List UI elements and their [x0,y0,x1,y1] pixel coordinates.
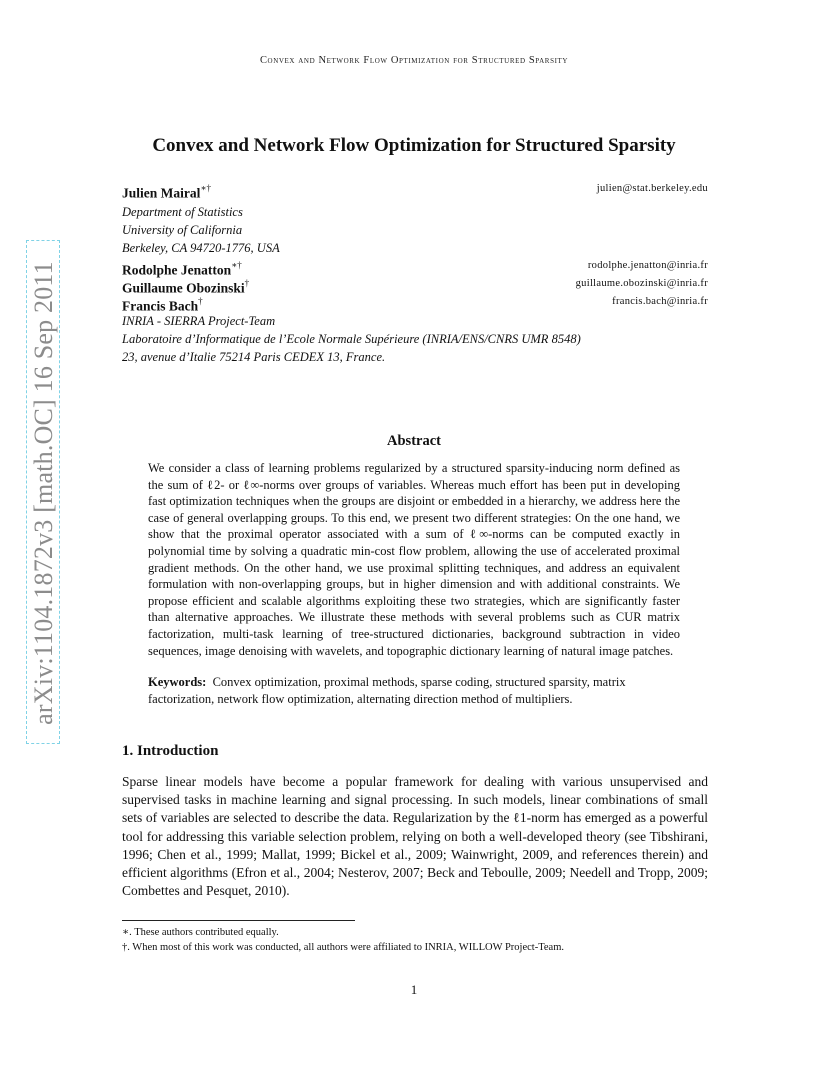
author-entry [122,257,708,278]
affiliation-line: Laboratoire d’Informatique de l’Ecole Normale Supérieure (INRIA/ENS/CNRS UMR 8548) [122,332,581,346]
abstract-heading: Abstract [387,433,441,449]
author-email[interactable]: guillaume.obozinski@inria.fr [575,278,708,289]
running-head: Convex and Network Flow Optimization for Structured Sparsity [259,55,569,66]
author-entry [122,275,708,296]
footnote: ∗. These authors contributed equally. [122,927,279,938]
author-marks: † [244,278,250,288]
footnote: †. When most of this work was conducted, all authors were affiliated to INRIA, WILLOW Project-Team. [122,942,564,953]
author-name: Rodolphe Jenatton [122,262,232,278]
intro-paragraph: Sparse linear models have become a popular framework for dealing with various unsupervised and supervised tasks in machine learning and signal processing. In such models, linear combinations of small sets of variables are selected to describe the data. Regularization by the ℓ1-norm has emerged as a powerful tool for addressing this variable selection problem, relying on both a well-developed theory (see Tibshirani, 1996; Chen et al., 1999; Mallat, 1999; Bickel et al., 2009; Wainwright, 2009, and references therein) and efficient algorithms (Efron et al., 2004; Nesterov, 2007; Beck and Teboulle, 2009; Needell and Tropp, 2009; Combettes and Pesquet, 2010). [122,774,708,899]
author-entry [122,180,708,201]
author-email[interactable]: julien@stat.berkeley.edu [596,183,708,194]
abstract-body: We consider a class of learning problems regularized by a structured sparsity-inducing norm defined as the sum of ℓ2- or ℓ∞-norms over groups of variables. Whereas much effort has been put in developing fast optimization techniques when the groups are disjoint or embedded in a hierarchy, we address here the case of general overlapping groups. To this end, we present two different strategies: On the one hand, we show that the proximal operator associated with a sum of ℓ∞-norms can be computed exactly in polynomial time by solving a quadratic min-cost flow problem, allowing the use of accelerated proximal gradient methods. On the other hand, we use proximal splitting techniques, and address an equivalent formulation with non-overlapping groups, but in higher dimension and with additional constraints. We propose efficient and scalable algorithms exploiting these two strategies, which are significantly faster than alternative approaches. We illustrate these methods with several problems such as CUR matrix factorization, multi-task learning of tree-structured dictionaries, background subtraction in video sequences, image denoising with wavelets, and topographic dictionary learning of natural image patches. [148,461,680,658]
author-marks: † [198,296,203,306]
affiliation-inria [122,312,581,366]
author-entry [122,293,708,314]
footnote-rule [122,920,355,921]
affiliation-berkeley [122,203,280,257]
keywords-text: Convex optimization, proximal methods, sparse coding, structured sparsity, matrix factorization, network flow optimization, alternating direction method of multipliers. [148,675,626,706]
author-email[interactable]: francis.bach@inria.fr [612,296,708,307]
affiliation-line: University of California [122,223,243,237]
affiliation-line: Department of Statistics [122,205,243,219]
author-name-wrap [122,180,211,203]
author-marks: ∗† [231,260,242,270]
affiliation-line: Berkeley, CA 94720-1776, USA [122,241,280,255]
paper-title: Convex and Network Flow Optimization for Structured Sparsity [152,135,676,156]
author-name: Julien Mairal [122,185,201,201]
affiliation-line: 23, avenue d’Italie 75214 Paris CEDEX 13, France. [122,350,386,364]
page-number: 1 [410,982,418,997]
arxiv-stamp [26,240,62,746]
author-name: Francis Bach [122,298,199,314]
section-heading: 1. Introduction [122,743,219,759]
arxiv-stamp-text[interactable]: arXiv:1104.1872v3 [math.OC] 16 Sep 2011 [29,261,58,725]
affiliation-line: INRIA - SIERRA Project-Team [122,314,276,328]
keywords-label: Keywords: [148,675,207,689]
author-marks: ∗† [200,183,211,193]
author-name: Guillaume Obozinski [122,280,245,296]
keywords [148,674,680,707]
author-email[interactable]: rodolphe.jenatton@inria.fr [587,260,708,271]
